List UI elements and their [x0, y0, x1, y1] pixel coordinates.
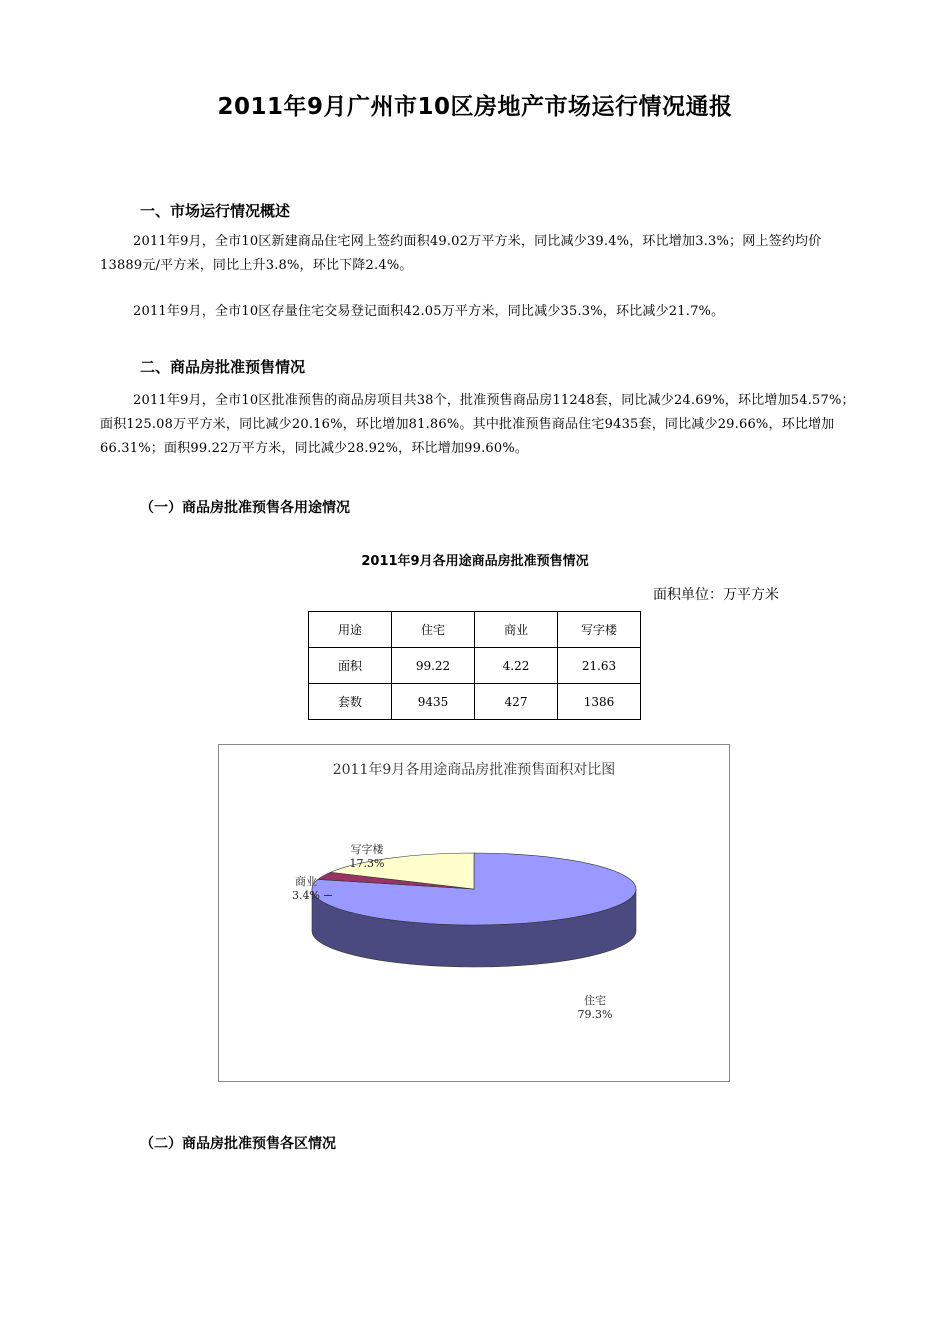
subsection1-heading: （一）商品房批准预售各用途情况 [140, 500, 350, 516]
table-row [309, 648, 641, 684]
slice-label-residential [565, 994, 625, 1022]
slice-name-residential: 住宅 [584, 994, 606, 1007]
slice-value-commercial: 3.4% [292, 889, 320, 902]
usage-table [308, 611, 641, 720]
table-cell: 99.22 [392, 648, 475, 684]
table-cell: 面积 [309, 648, 392, 684]
slice-name-commercial: 商业 [295, 875, 317, 888]
table-cell: 1386 [558, 684, 641, 720]
table-caption: 2011年9月各用途商品房批准预售情况 [361, 554, 589, 569]
section1-paragraph-2: 2011年9月，全市10区存量住宅交易登记面积42.05万平方米，同比减少35.3%，环比减少21.7%。 [133, 304, 725, 319]
page-title: 2011年9月广州市10区房地产市场运行情况通报 [217, 94, 733, 120]
chart-title: 2011年9月各用途商品房批准预售面积对比图 [332, 762, 616, 778]
table-row [309, 684, 641, 720]
table-header-cell: 住宅 [392, 612, 475, 648]
table-cell: 4.22 [475, 648, 558, 684]
pie-chart [219, 745, 729, 1081]
slice-value-residential: 79.3% [577, 1008, 613, 1021]
table-unit-label: 面积单位：万平方米 [653, 587, 779, 603]
table-cell: 21.63 [558, 648, 641, 684]
leader-line-commercial [324, 895, 332, 896]
table-cell: 427 [475, 684, 558, 720]
slice-value-office: 17.3% [349, 857, 385, 870]
section2-paragraph-1: 2011年9月，全市10区批准预售的商品房项目共38个，批准预售商品房11248套，同比减少24.69%，环比增加54.57%；面积125.08万平方米，同比减少20.16%，环比增加81.86%。其中批准预售商品住宅9435套，同比减少29.66%，环比增加66.31%；面积99.22万平方米，同比减少28.92%，环比增加99.60%。 [100, 393, 855, 456]
slice-name-office: 写字楼 [350, 843, 384, 856]
table-header-cell: 商业 [475, 612, 558, 648]
table-header-cell: 用途 [309, 612, 392, 648]
table-cell: 9435 [392, 684, 475, 720]
pie-chart-frame [218, 744, 730, 1082]
table-header-cell: 写字楼 [558, 612, 641, 648]
table-cell: 套数 [309, 684, 392, 720]
slice-label-commercial [281, 875, 331, 903]
section1-paragraph-1: 2011年9月，全市10区新建商品住宅网上签约面积49.02万平方米，同比减少39.4%，环比增加3.3%；网上签约均价13889元/平方米，同比上升3.8%，环比下降2.4%。 [100, 234, 822, 273]
subsection2-heading: （二）商品房批准预售各区情况 [140, 1136, 336, 1152]
table-header-row [309, 612, 641, 648]
section2-heading: 二、商品房批准预售情况 [140, 358, 306, 376]
section1-heading: 一、市场运行情况概述 [140, 202, 291, 220]
slice-label-office [337, 843, 397, 871]
